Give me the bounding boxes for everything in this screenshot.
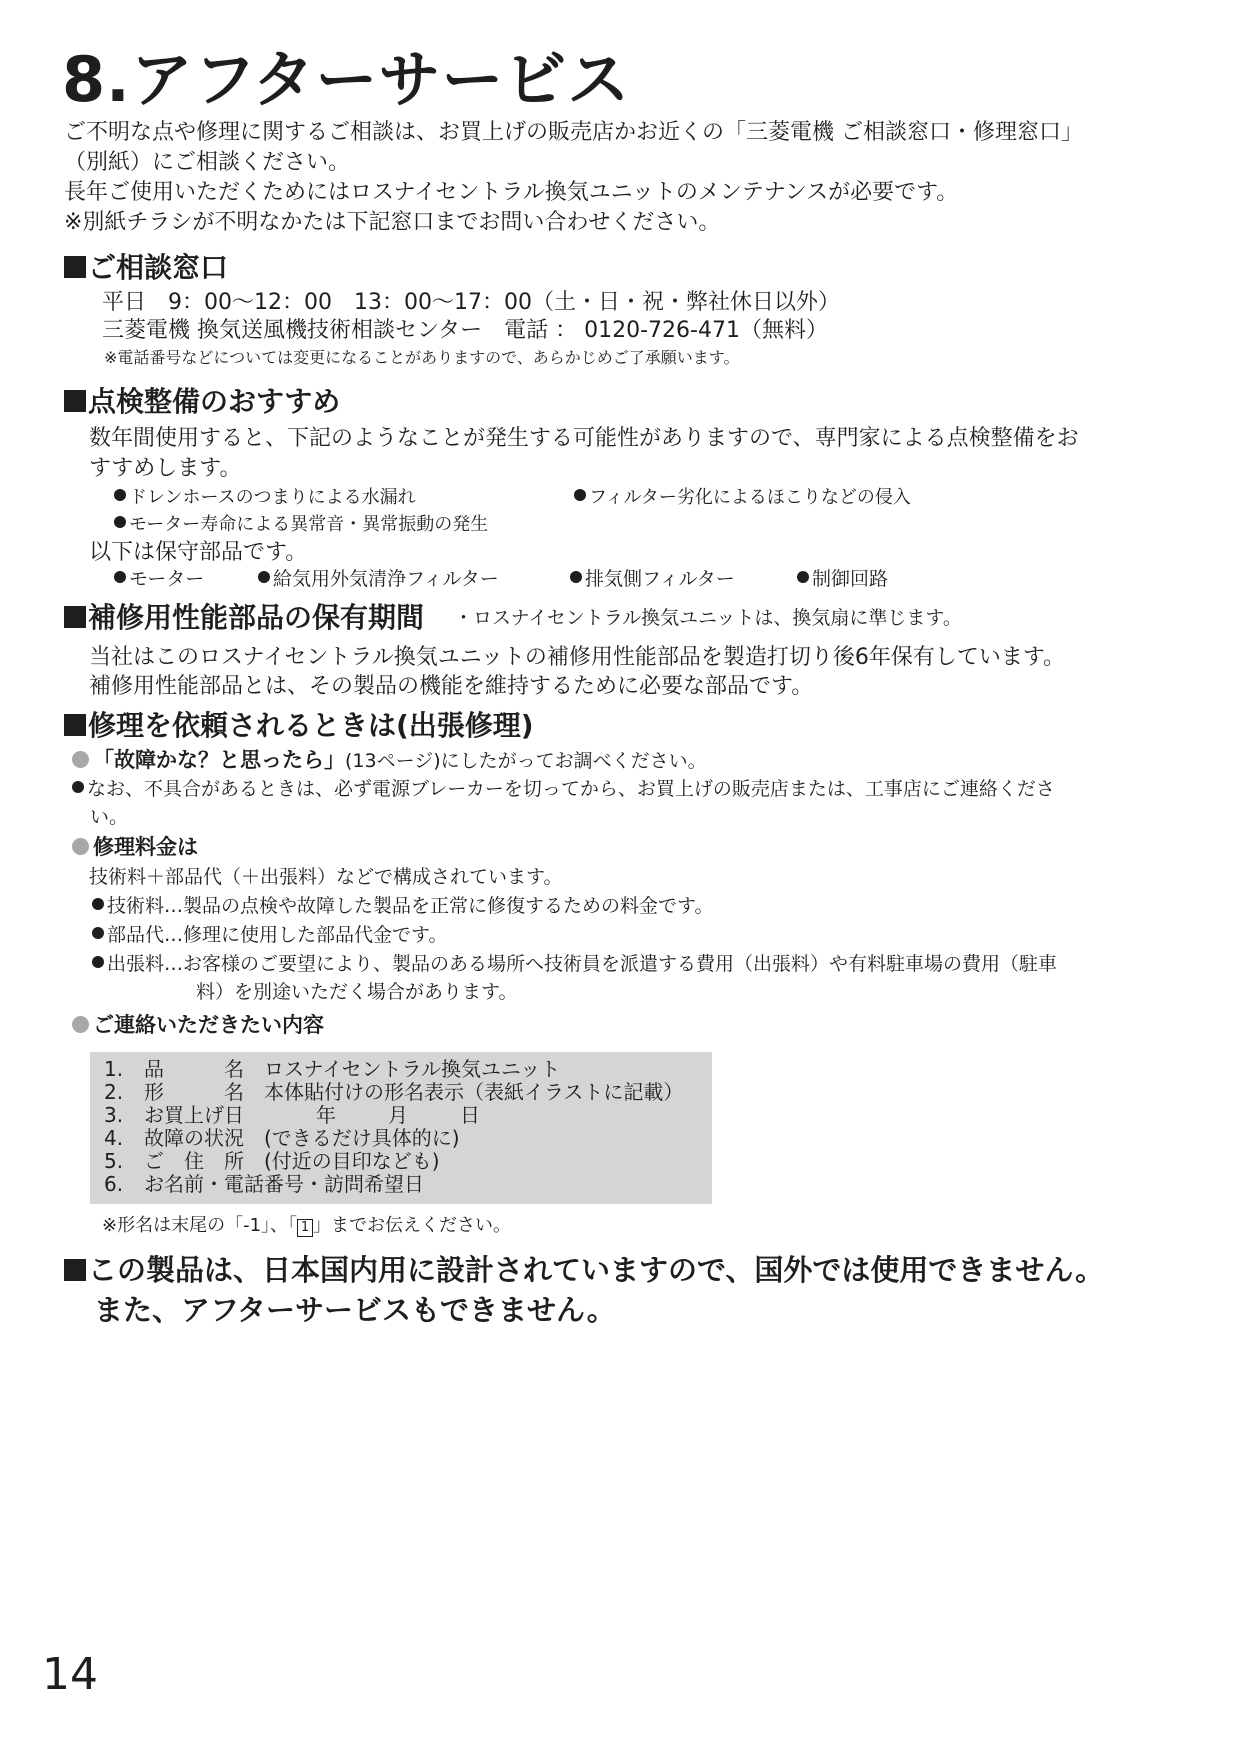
bullet-dot-icon	[114, 516, 126, 528]
fee-intro: 技術料＋部品代（＋出張料）などで構成されています。	[89, 866, 563, 888]
contact-row: 5. ご 住 所 (付近の目印なども)	[104, 1149, 440, 1173]
contact-row: 1. 品 名 ロスナイセントラル換気ユニット	[104, 1057, 561, 1081]
square-bullet-icon	[64, 606, 86, 628]
contact-info-box	[90, 1052, 712, 1204]
bullet-dot-icon	[114, 571, 126, 583]
square-bullet-icon	[64, 714, 86, 736]
page-number: 14	[42, 1649, 98, 1700]
bullet-dot-icon	[574, 489, 586, 501]
contact-heading: ご連絡いただきたい内容	[72, 1010, 324, 1040]
issue-item: モーター寿命による異常音・異常振動の発生	[114, 514, 488, 536]
fee-heading: 修理料金は	[72, 832, 198, 862]
repair-bullet-cont: い。	[90, 806, 129, 828]
repair-bullet: 「故障かな？と思ったら」(13ページ)にしたがってお調べください。	[72, 747, 707, 774]
retention-note: ・ロスナイセントラル換気ユニットは、換気扇に準じます。	[454, 607, 962, 629]
domestic-use-notice: この製品は、日本国内用に設計されていますので、国外では使用できません。	[64, 1252, 1104, 1288]
consult-hours: 平日 9：00～12：00 13：00～17：00（土・日・祝・弊社休日以外）	[102, 290, 840, 315]
bullet-dot-icon	[72, 751, 89, 768]
parts-intro: 以下は保守部品です。	[89, 540, 308, 565]
bullet-dot-icon	[258, 571, 270, 583]
model-note: ※形名は末尾の「-1」、「 1 」までお伝えください。	[102, 1215, 512, 1236]
consult-heading: ご相談窓口	[64, 250, 228, 286]
bullet-dot-icon	[72, 781, 84, 793]
part-item: 給気用外気清浄フィルター	[258, 566, 499, 592]
bullet-dot-icon	[72, 1016, 89, 1033]
fee-item: 部品代…修理に使用した部品代金です。	[92, 922, 447, 948]
intro-line: ご不明な点や修理に関するご相談は、お買上げの販売店かお近くの「三菱電機 ご相談窓口・修理窓口」	[64, 120, 1083, 145]
bullet-dot-icon	[92, 898, 104, 910]
boxed-number: 1	[297, 1219, 313, 1237]
square-bullet-icon	[64, 1259, 86, 1281]
consult-center: 三菱電機 換気送風機技術相談センター 電話 ： 0120-726-471（無料）	[102, 318, 828, 343]
fee-item: 技術料…製品の点検や故障した製品を正常に修復するための料金です。	[92, 893, 713, 919]
contact-row: 6. お名前・電話番号・訪問希望日	[104, 1172, 424, 1196]
page-title: 8.アフターサービス	[62, 43, 631, 116]
fee-item: 出張料…お客様のご要望により、製品のある場所へ技術員を派遣する費用（出張料）や有料駐車場の費用（駐車	[92, 951, 1057, 977]
issue-item: フィルター劣化によるほこりなどの侵入	[574, 487, 911, 509]
square-bullet-icon	[64, 256, 86, 278]
fee-item-cont: 料）を別途いただく場合があります。	[196, 981, 518, 1003]
part-item: 制御回路	[797, 566, 888, 592]
bullet-dot-icon	[570, 571, 582, 583]
intro-line: （別紙）にご相談ください。	[64, 150, 351, 175]
inspection-text: 数年間使用すると、下記のようなことが発生する可能性がありますので、専門家による点検整備をお	[89, 426, 1079, 451]
consult-note: ※電話番号などについては変更になることがありますので、あらかじめご了承願います。	[104, 348, 740, 367]
bullet-dot-icon	[114, 489, 126, 501]
contact-row: 4. 故障の状況 (できるだけ具体的に)	[104, 1126, 460, 1150]
inspection-text: すすめします。	[89, 456, 242, 481]
bullet-dot-icon	[92, 927, 104, 939]
retention-text: 補修用性能部品とは、その製品の機能を維持するために必要な部品です。	[89, 674, 814, 699]
intro-line: ※別紙チラシが不明なかたは下記窓口までお問い合わせください。	[64, 210, 721, 235]
part-item: 排気側フィルター	[570, 566, 735, 592]
intro-line: 長年ご使用いただくためにはロスナイセントラル換気ユニットのメンテナンスが必要です。	[64, 180, 959, 205]
retention-heading: 補修用性能部品の保有期間 ・ロスナイセントラル換気ユニットは、換気扇に準じます。	[64, 600, 962, 636]
inspection-heading: 点検整備のおすすめ	[64, 384, 340, 420]
bullet-dot-icon	[92, 956, 104, 968]
repair-bullet: なお、不具合があるときは、必ず電源ブレーカーを切ってから、お買上げの販売店または、工事店にご連絡くださ	[72, 776, 1055, 802]
domestic-use-notice-cont: また、アフターサービスもできません。	[94, 1293, 616, 1327]
square-bullet-icon	[64, 390, 86, 412]
repair-heading: 修理を依頼されるときは(出張修理)	[64, 708, 534, 744]
part-item: モーター	[114, 566, 204, 592]
contact-row: 3. お買上げ日 年 月 日	[104, 1103, 480, 1127]
bullet-dot-icon	[797, 571, 809, 583]
retention-text: 当社はこのロスナイセントラル換気ユニットの補修用性能部品を製造打切り後6年保有しています。	[89, 645, 1066, 670]
bullet-dot-icon	[72, 838, 89, 855]
contact-row: 2. 形 名 本体貼付けの形名表示（表紙イラストに記載）	[104, 1080, 684, 1104]
issue-item: ドレンホースのつまりによる水漏れ	[114, 487, 416, 509]
